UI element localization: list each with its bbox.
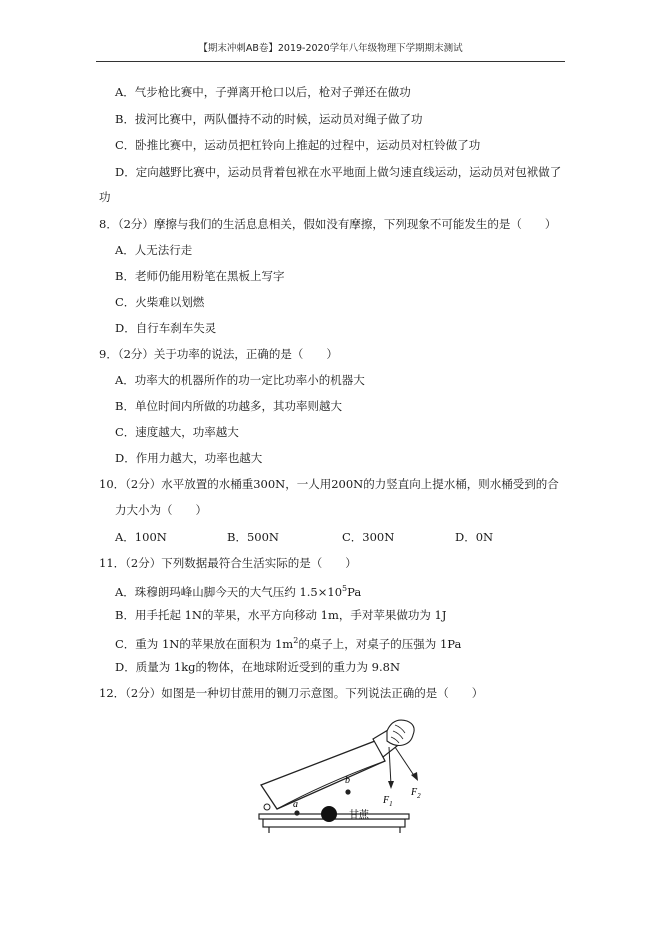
chopper-diagram: [255, 713, 425, 833]
q8-option-a: A．人无法行走: [115, 243, 193, 257]
q10-option-c: C．300N: [342, 530, 395, 544]
force-f2-line: [395, 747, 415, 777]
force-f1-arrowhead: [388, 781, 394, 789]
q10-option-a: A．100N: [115, 530, 167, 544]
q8-option-b: B．老师仍能用粉笔在黑板上写字: [115, 269, 285, 283]
force-f2-label: $F_2$: [411, 787, 421, 800]
q9-option-d: D．作用力越大，功率也越大: [115, 451, 263, 465]
q9-option-a: A．功率大的机器所作的功一定比功率小的机器大: [115, 373, 365, 387]
q11-option-a-exponent: 5: [342, 584, 348, 593]
q8-stem: 8．（2分）摩擦与我们的生活息息相关，假如没有摩擦，下列现象不可能发生的是（ ）: [99, 217, 557, 231]
q8-option-d: D．自行车刹车失灵: [115, 321, 217, 335]
q11-option-a-unit: Pa: [347, 584, 362, 599]
q11-option-c-text-end: 的桌子上，对桌子的压强为 1Pa: [298, 636, 462, 651]
hand: [387, 720, 414, 745]
q11-option-a: [115, 581, 361, 600]
q11-stem: 11．（2分）下列数据最符合生活实际的是（ ）: [99, 556, 357, 570]
q11-option-d: D．质量为 1kg的物体，在地球附近受到的重力为 9.8N: [115, 660, 401, 674]
q7-option-d: D．定向越野比赛中，运动员背着包袱在水平地面上做匀速直线运动，运动员对包袱做了: [115, 165, 562, 179]
q7-option-a: A．气步枪比赛中，子弹离开枪口以后，枪对子弹还在做功: [115, 85, 411, 99]
blade: [261, 741, 385, 809]
page-header: 【期末冲刺AB卷】2019-2020学年八年级物理下学期期末测试: [198, 43, 463, 54]
point-a: [294, 810, 299, 815]
force-f1-label: $F_1$: [383, 795, 393, 808]
point-b: [345, 789, 350, 794]
q10-option-d: D．0N: [455, 530, 494, 544]
header-divider: [96, 61, 565, 62]
q7-option-d-continued: 功: [99, 190, 111, 204]
q9-option-b: B．单位时间内所做的功越多，其功率则越大: [115, 399, 342, 413]
q11-option-c-exponent: 2: [293, 636, 299, 645]
force-f1-line: [389, 747, 391, 785]
pivot: [264, 804, 270, 810]
point-b-label: b: [345, 775, 350, 786]
sugarcane: [321, 806, 337, 822]
q9-stem: 9．（2分）关于功率的说法，正确的是（ ）: [99, 347, 338, 361]
q11-option-c-text: C．重为 1N的苹果放在面积为 1m: [115, 636, 294, 651]
point-a-label: a: [293, 799, 298, 810]
q7-option-b: B．拔河比赛中，两队僵持不动的时候，运动员对绳子做了功: [115, 112, 423, 126]
q11-option-c: [115, 633, 461, 652]
q8-option-c: C．火柴难以划燃: [115, 295, 205, 309]
q10-stem-continued: 力大小为（ ）: [115, 503, 207, 517]
q11-option-a-text: A．珠穆朗玛峰山脚今天的大气压约 1.5×10: [115, 584, 343, 599]
q10-option-b: B．500N: [227, 530, 279, 544]
q10-options: [115, 529, 565, 545]
q12-stem: 12．（2分）如图是一种切甘蔗用的铡刀示意图。下列说法正确的是（ ）: [99, 686, 484, 700]
q11-option-b: B．用手托起 1N的苹果，水平方向移动 1m，手对苹果做功为 1J: [115, 608, 447, 622]
q10-stem: 10．（2分）水平放置的水桶重300N，一人用200N的力竖直向上提水桶，则水桶受到的合: [99, 477, 559, 491]
q7-option-c: C．卧推比赛中，运动员把杠铃向上推起的过程中，运动员对杠铃做了功: [115, 138, 481, 152]
q9-option-c: C．速度越大，功率越大: [115, 425, 239, 439]
sugarcane-label: 甘蔗: [349, 810, 369, 821]
